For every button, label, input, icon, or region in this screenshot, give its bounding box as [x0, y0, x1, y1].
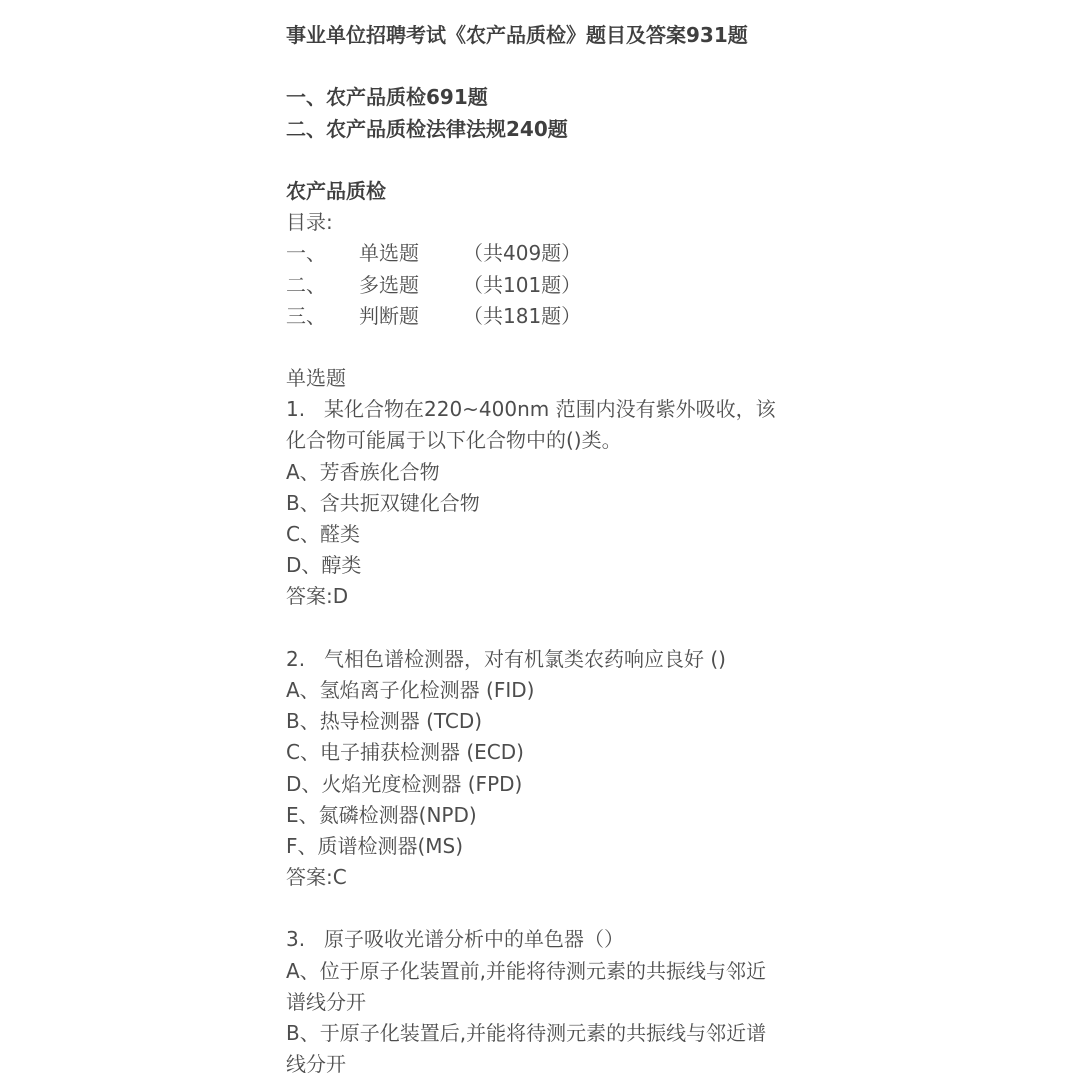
question-option: A、芳香族化合物: [286, 459, 440, 484]
question-option: A、位于原子化装置前,并能将待测元素的共振线与邻近: [286, 958, 767, 983]
toc-item-name: 单选题: [359, 241, 419, 266]
question-text: [286, 644, 806, 675]
question-option-continued: 谱线分开: [286, 989, 366, 1014]
question-option: B、热导检测器 (TCD): [286, 709, 483, 734]
part-2-heading: 二、农产品质检法律法规240题: [286, 116, 568, 141]
question-answer: 答案:D: [286, 584, 349, 609]
question-text-line: 某化合物在220~400nm 范围内没有紫外吸收，该: [324, 397, 776, 422]
question-option: F、质谱检测器(MS): [286, 833, 464, 858]
toc-item-name: 多选题: [359, 272, 419, 297]
spacer: [286, 893, 806, 924]
spacer: [286, 332, 806, 363]
question-text-line: 气相色谱检测器，对有机氯类农药响应良好 (): [324, 646, 726, 671]
question-option: C、醛类: [286, 522, 360, 546]
toc-item-count: （共101题）: [463, 272, 582, 297]
spacer: [286, 145, 806, 176]
section-title: 农产品质检: [286, 178, 386, 203]
toc-item-number: 三、: [286, 303, 326, 328]
question-answer: 答案:C: [286, 865, 347, 890]
question-text-continued: 化合物可能属于以下化合物中的()类。: [286, 428, 622, 453]
question-option: A、氢焰离子化检测器 (FID): [286, 677, 535, 702]
question-text: [286, 394, 806, 425]
toc-item: [286, 238, 806, 269]
toc-item: [286, 301, 806, 332]
document-page: [286, 20, 806, 1080]
toc-label: 目录:: [286, 210, 333, 235]
toc-item-count: （共409题）: [463, 241, 582, 266]
question-number: 1.: [286, 397, 306, 422]
question-option: B、于原子化装置后,并能将待测元素的共振线与邻近谱: [286, 1021, 767, 1045]
toc-item-number: 一、: [286, 241, 326, 266]
question-number: 2.: [286, 646, 306, 671]
single-choice-heading: 单选题: [286, 366, 346, 391]
toc-item-count: （共181题）: [463, 303, 582, 328]
part-1-heading: 一、农产品质检691题: [286, 85, 488, 110]
toc-item-name: 判断题: [359, 303, 419, 328]
question-option: D、醇类: [286, 553, 362, 578]
spacer: [286, 51, 806, 82]
spacer: [286, 613, 806, 644]
toc-item: [286, 270, 806, 301]
document-title: 事业单位招聘考试《农产品质检》题目及答案931题: [286, 23, 748, 47]
question-option-continued: 线分开: [286, 1052, 346, 1077]
toc-item-number: 二、: [286, 272, 326, 297]
question-option: B、含共扼双键化合物: [286, 490, 480, 515]
question-number: 3.: [286, 927, 306, 952]
question-option: D、火焰光度检测器 (FPD): [286, 771, 523, 796]
question-text-line: 原子吸收光谱分析中的单色器（）: [324, 927, 624, 952]
question-option: E、氮磷检测器(NPD): [286, 802, 477, 827]
question-text: [286, 924, 806, 955]
question-option: C、电子捕获检测器 (ECD): [286, 740, 524, 765]
